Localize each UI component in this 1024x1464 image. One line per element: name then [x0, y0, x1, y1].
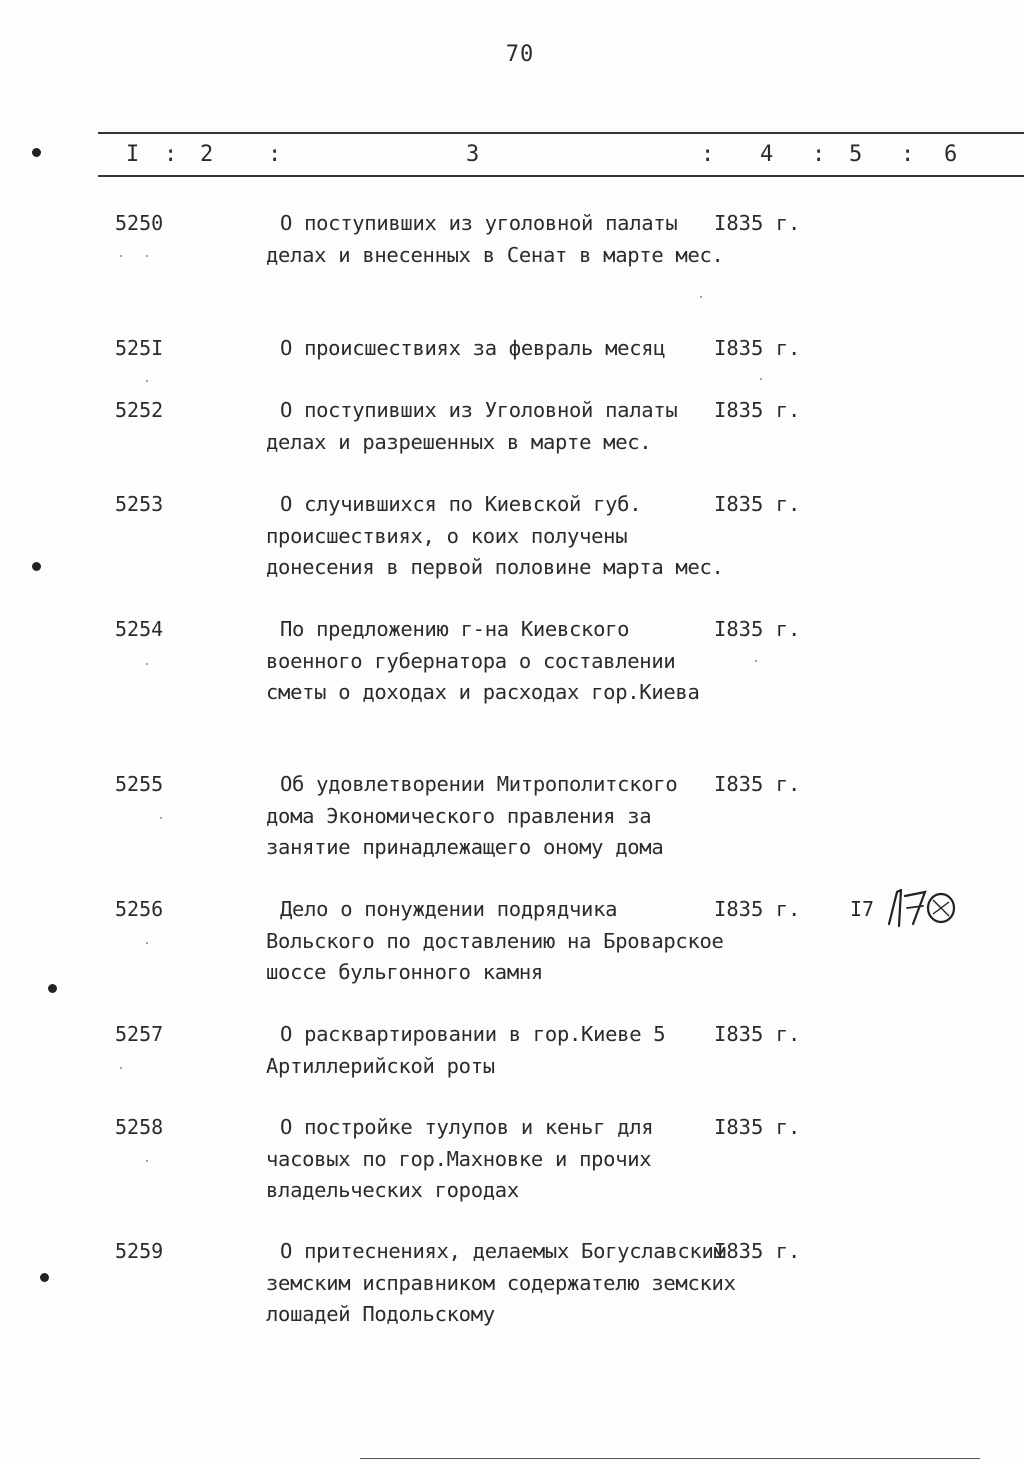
- table-header-bottom-rule: [98, 175, 1024, 177]
- entry-date: I835 г.: [714, 211, 801, 235]
- scan-speck: [146, 1160, 148, 1162]
- punch-hole: [32, 148, 41, 157]
- scan-speck: [146, 663, 148, 665]
- bottom-edge-line: [360, 1458, 980, 1459]
- entry-number: 5252: [115, 398, 164, 422]
- entry-date: I835 г.: [714, 398, 801, 422]
- header-col-5: 5: [849, 142, 863, 167]
- entry-number: 5257: [115, 1022, 164, 1046]
- entry-number: 5255: [115, 772, 164, 796]
- header-separator: :: [812, 142, 826, 167]
- entry-title: О случившихся по Киевской губ. происшествиях, о коих получены донесения в первой половине марта мес.: [266, 492, 724, 579]
- header-separator: :: [164, 142, 178, 167]
- header-col-3: 3: [466, 142, 480, 167]
- entry-number: 5254: [115, 617, 164, 641]
- entry-date: I835 г.: [714, 1022, 801, 1046]
- header-col-1: I: [126, 142, 140, 167]
- scan-speck: [700, 296, 702, 298]
- entry-title: По предложению г-на Киевского военного губернатора о составлении сметы о доходах и расходах гор.Киева: [266, 617, 700, 704]
- page-number: 70: [505, 42, 535, 67]
- entry-date: I835 г.: [714, 336, 801, 360]
- entry-number: 525I: [115, 336, 164, 360]
- sheet-number: I7: [850, 897, 875, 921]
- scan-speck: [120, 255, 122, 257]
- header-separator: :: [901, 142, 915, 167]
- entry-number: 5250: [115, 211, 164, 235]
- scan-speck: [120, 1067, 122, 1069]
- header-col-6: 6: [944, 142, 958, 167]
- punch-hole: [40, 1273, 49, 1282]
- punch-hole: [32, 562, 41, 571]
- entry-title: О притеснениях, делаемых Богуславским земским исправником содержателю земских лошадей Подольскому: [266, 1239, 736, 1326]
- entry-date: I835 г.: [714, 1239, 801, 1263]
- entry-title: О происшествиях за февраль месяц: [280, 336, 666, 360]
- scan-speck: [755, 660, 757, 662]
- entry-number: 5256: [115, 897, 164, 921]
- entry-title: Дело о понуждении подрядчика Вольского по доставлению на Броварское шоссе бульгонного камня: [266, 897, 724, 984]
- scan-speck: [160, 817, 162, 819]
- punch-hole: [48, 984, 57, 993]
- scan-speck: [760, 378, 762, 380]
- entry-number: 5253: [115, 492, 164, 516]
- scan-speck: [146, 255, 148, 257]
- entry-date: I835 г.: [714, 772, 801, 796]
- entry-title: О поступивших из Уголовной палаты делах и разрешенных в марте мес.: [266, 398, 678, 454]
- table-header-top-rule: [98, 132, 1024, 134]
- entry-title: О поступивших из уголовной палаты делах и внесенных в Сенат в марте мес.: [266, 211, 724, 267]
- handwritten-sheet-number: [883, 884, 963, 932]
- entry-title: О расквартировании в гор.Киеве 5 Артиллерийской роты: [266, 1022, 666, 1078]
- header-col-2: 2: [200, 142, 214, 167]
- entry-date: I835 г.: [714, 492, 801, 516]
- header-col-4: 4: [760, 142, 774, 167]
- entry-date: I835 г.: [714, 1115, 801, 1139]
- header-separator: :: [268, 142, 282, 167]
- entry-title: Об удовлетворении Митрополитского дома Экономического правления за занятие принадлежащего оному дома: [266, 772, 678, 859]
- header-separator: :: [701, 142, 715, 167]
- scan-speck: [146, 942, 148, 944]
- scan-speck: [146, 380, 148, 382]
- entry-date: I835 г.: [714, 897, 801, 921]
- entry-number: 5259: [115, 1239, 164, 1263]
- entry-title: О постройке тулупов и кеньг для часовых по гор.Махновке и прочих владельческих городах: [266, 1115, 654, 1202]
- entry-number: 5258: [115, 1115, 164, 1139]
- entry-date: I835 г.: [714, 617, 801, 641]
